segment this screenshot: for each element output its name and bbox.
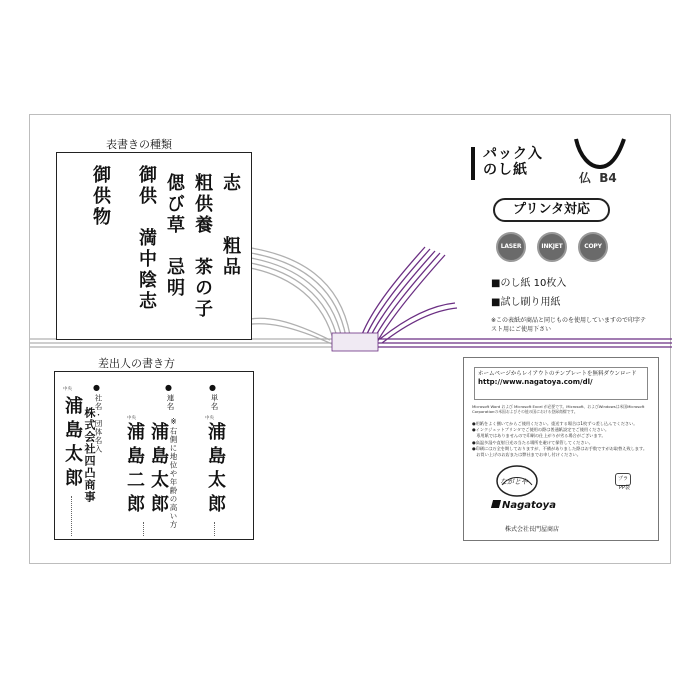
expression-column-3: 偲び草 忌明 xyxy=(164,173,185,299)
laser-icon: LASER xyxy=(496,232,526,262)
caution-list xyxy=(472,421,654,458)
expression-types-title: 表書きの種類 xyxy=(106,138,172,151)
contents-item-2: ■試し刷り用紙 xyxy=(491,297,561,308)
inkjet-icon: INKJET xyxy=(537,232,567,262)
bullet: ● xyxy=(209,383,216,392)
sender-company-name: 株式会社四凸商事 xyxy=(83,407,96,503)
copy-icon: COPY xyxy=(578,232,608,262)
brand-logo-icon xyxy=(491,500,501,508)
expression-types-box xyxy=(56,152,252,340)
expression-column-2: 粗供養 茶の子 xyxy=(192,173,213,320)
sender-joint-label: 連名 xyxy=(166,394,175,411)
sender-company-person: 浦島太郎 xyxy=(62,396,83,492)
product-title xyxy=(483,146,543,178)
center-guide xyxy=(214,522,215,536)
sender-guide-box xyxy=(54,371,254,540)
caution-item: お買い上げのお店または弊社までお申し付けください。 xyxy=(472,452,581,458)
caution-item: ●インクジェットプリンタでご使用の際は普通紙設定でご使用ください。 xyxy=(472,427,610,433)
sender-single-name: 浦島太郎 xyxy=(205,422,226,518)
center-mark: 中央 xyxy=(127,416,136,421)
sender-joint-name-1: 浦島太郎 xyxy=(148,422,169,518)
title-bar xyxy=(471,147,475,180)
caution-item: ●用紙をよく捌いてからご使用ください。重送する場合は1枚ずつ差し込んでください。 xyxy=(472,421,638,426)
brand-logo xyxy=(492,500,556,511)
caution-item: ●印刷には万全を期しておりますが、不備がありました際はお手数ですがお取替え致します。 xyxy=(472,445,648,451)
center-guide xyxy=(71,496,72,536)
brand-logo-text: Nagatoya xyxy=(502,500,556,511)
caution-item: 専用紙ではありませんので印刷の仕上がりが劣る場合がございます。 xyxy=(472,433,606,439)
bullet: ● xyxy=(93,383,100,392)
pp-bag-label: PP袋 xyxy=(619,485,631,491)
sender-company-label: 社名・団体名入 xyxy=(94,394,103,454)
product-note: ※この表紙が商品と同じものを使用していますので印字テスト用にご使用下さい xyxy=(491,317,647,333)
microsoft-note: Microsoft Word および Microsoft Excel が必要です。Microsoft、およびWindowsは米国Microsoft Corporationの米国およびその他の国における登録商標です。 xyxy=(472,404,645,414)
sender-guide-title: 差出人の書き方 xyxy=(98,357,175,370)
bullet: ● xyxy=(165,383,172,392)
center-mark: 中央 xyxy=(63,387,72,392)
download-text: ホームページからレイアウトのテンプレートを無料ダウンロード xyxy=(478,371,637,377)
printer-compatible-badge: プリンタ対応 xyxy=(493,198,610,222)
recycle-icon: プラ xyxy=(615,473,631,486)
download-url[interactable]: http://www.nagatoya.com/dl/ xyxy=(478,378,593,386)
center-guide xyxy=(143,522,144,536)
brand-mark-text: ながとや xyxy=(500,478,528,486)
sender-single-label: 単名 xyxy=(210,394,219,411)
size-label: B4 xyxy=(599,171,617,185)
sender-joint-name-2: 浦島二郎 xyxy=(124,422,145,518)
company-name: 株式会社長門屋商店 xyxy=(505,526,560,533)
product-category xyxy=(579,169,617,186)
category-label: 仏 xyxy=(579,171,592,185)
info-panel xyxy=(463,357,659,541)
expression-column-1: 志 粗品 xyxy=(220,173,241,278)
expression-column-4: 御供 満中陰志 xyxy=(136,165,157,312)
download-box xyxy=(474,367,648,400)
center-mark: 中央 xyxy=(205,416,214,421)
product-title-line2: のし紙 xyxy=(483,162,528,178)
contents-item-1: ■のし紙 10枚入 xyxy=(491,278,567,289)
caution-item: ●高温多湿や直射日光の当たる場所を避けて保管してください。 xyxy=(472,439,593,445)
expression-column-5: 御供物 xyxy=(90,165,111,228)
noshi-sheet xyxy=(29,114,671,564)
sender-joint-note: ※右側に地位や年齢の高い方 xyxy=(169,417,178,529)
product-title-line1: パック入 xyxy=(483,146,543,162)
